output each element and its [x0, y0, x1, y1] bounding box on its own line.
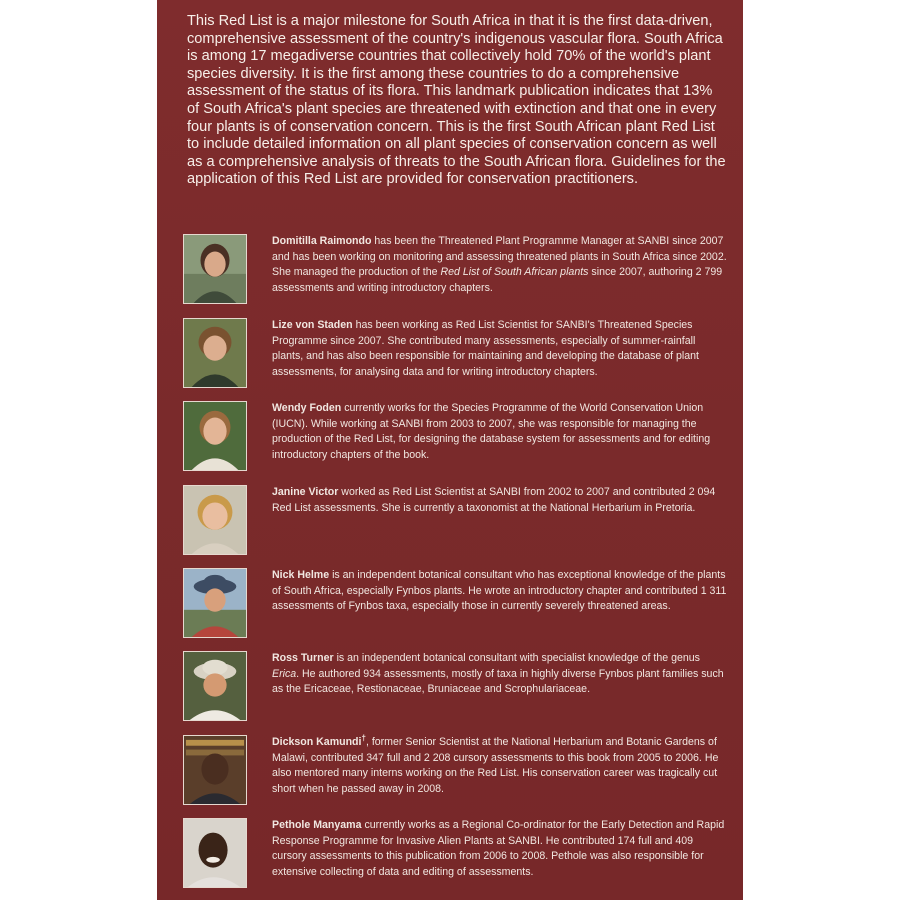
- author-bio-text: Ross Turner is an independent botanical consultant with specialist knowledge of the genus Erica. He authored 934 assessments, mostly of taxa in highly diverse Fynbos plant families such as the Ericaceae, Restionaceae, Bruniaceae and Scrophulariaceae.: [272, 652, 724, 696]
- dagger-symbol: †: [361, 733, 366, 743]
- author-bio-text: Nick Helme is an independent botanical consultant who has exceptional knowledge of the plants of South Africa, especially Fynbos plants. He wrote an introductory chapter and contributed 1 311 assessments of Fynbos taxa, especially those in currently severely threatened areas.: [272, 569, 727, 613]
- author-bio-text: Dickson Kamundi†, former Senior Scientist at the National Herbarium and Botanic Gardens of Malawi, contributed 347 full and 2 208 cursory assessments to this book from 2005 to 2006. He also mentored many interns working on the Red List. His conservation career was tragically cut short when he passed away in 2008.: [272, 733, 719, 795]
- author-name: Dickson Kamundi: [272, 736, 362, 748]
- author-name: Janine Victor: [272, 486, 339, 498]
- author-photo: [183, 735, 247, 805]
- author-name: Domitilla Raimondo: [272, 235, 372, 247]
- author-photo: [183, 318, 247, 388]
- author-photo: [183, 401, 247, 471]
- author-name: Lize von Staden: [272, 319, 353, 331]
- author-name: Ross Turner: [272, 652, 334, 664]
- author-bio-text: Pethole Manyama currently works as a Regional Co-ordinator for the Early Detection and Rapid Response Programme for Invasive Alien Plants at SANBI. He contributed 174 full and 409 cursory assessments to this publication from 2006 to 2008. Pethole was also responsible for extensive collecting of data and editing of assessments.: [272, 819, 725, 878]
- author-photo: [183, 651, 247, 721]
- author-bio-text: Domitilla Raimondo has been the Threatened Plant Programme Manager at SANBI since 2007 and has been working on monitoring and assessing threatened plants in South Africa since 2002. She managed the production of the Red List of South African plants since 2007, authoring 2 799 assessments and writing introductory chapters.: [272, 235, 727, 294]
- book-back-cover: [157, 0, 743, 900]
- author-bio-text: Lize von Staden has been working as Red List Scientist for SANBI's Threatened Species Programme since 2007. She contributed many assessments, especially of summer-rainfall plants, and has also been responsible for maintaining and developing the database of plant assessments, for analysing data and for writing introductory chapters.: [272, 319, 699, 378]
- author-bio-text: Wendy Foden currently works for the Species Programme of the World Conservation Union (IUCN). While working at SANBI from 2003 to 2007, she was responsible for managing the production of the Red List, for designing the database system for assessments and for editing introductory chapters of the book.: [272, 402, 711, 461]
- author-photo: [183, 234, 247, 304]
- author-name: Nick Helme: [272, 569, 330, 581]
- author-name: Wendy Foden: [272, 402, 342, 414]
- author-photo: [183, 568, 247, 638]
- intro-paragraph: This Red List is a major milestone for South Africa in that it is the first data-driven, comprehensive assessment of the country's indigenous vascular flora. South Africa is among 17 megadiverse countries that collectively hold 70% of the world's plant species diversity. It is the first among these countries to do a comprehensive assessment of the status of its flora. This landmark publication indicates that 13% of South Africa's plant species are threatened with extinction and that one in every four plants is of conservation concern. This is the first South African plant Red List to include detailed information on all plant species of conservation concern as well as a comprehensive analysis of threats to the South African flora. Guidelines for the application of this Red List are provided for conservation practitioners.: [187, 13, 726, 188]
- author-name: Pethole Manyama: [272, 819, 362, 831]
- author-bio-text: Janine Victor worked as Red List Scientist at SANBI from 2002 to 2007 and contributed 2 094 Red List assessments. She is currently a taxonomist at the National Herbarium in Pretoria.: [272, 486, 716, 514]
- author-photo: [183, 818, 247, 888]
- author-photo: [183, 485, 247, 555]
